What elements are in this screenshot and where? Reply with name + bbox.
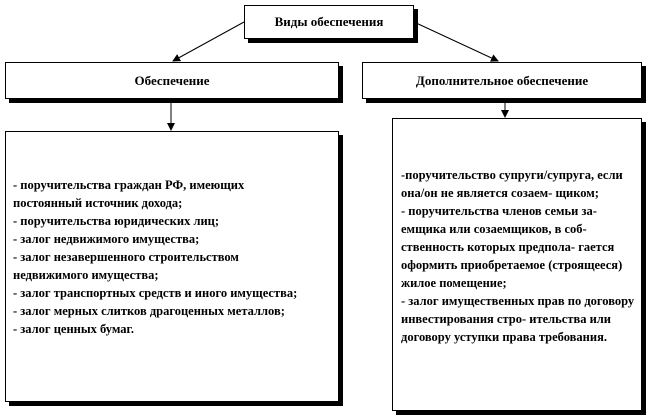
list-item: -поручительство супруги/супруга, если она/он не является созаем- щиком; (401, 168, 623, 200)
list-item: - залог незавершенного строительством недвижимого имущества; (13, 250, 239, 282)
list-item: - залог недвижимого имущества; (13, 232, 200, 246)
list-item: - поручительства членов семьи за- емщика или созаемщиков, в соб- ственность которых предпола- гается оформить приобретаемое (строящееся) жилое помещение; (401, 204, 623, 290)
additional-security-list-box (392, 118, 642, 411)
additional-security-list (401, 166, 639, 346)
additional-security-header: Дополнительное обеспечение (415, 72, 589, 88)
list-item: - поручительства граждан РФ, имеющих постоянный источник дохода; (13, 178, 245, 210)
list-item: - залог мерных слитков драгоценных металлов; (13, 304, 285, 318)
diagram-title: Виды обеспечения (274, 14, 384, 29)
list-item: - залог имущественных прав по договору инвестирования стро- ительства или договору уступки права требования. (401, 294, 635, 344)
security-header: Обеспечение (134, 72, 210, 88)
list-item: - залог транспортных средств и иного имущества; (13, 286, 298, 300)
arrow-title-to-left (173, 22, 244, 61)
list-item: - залог ценных бумаг. (13, 322, 134, 336)
additional-security-header-box (362, 62, 642, 99)
list-item: - поручительства юридических лиц; (13, 214, 220, 228)
title-box (244, 5, 414, 39)
security-header-box (5, 62, 339, 99)
security-list-box (5, 131, 339, 402)
arrow-title-to-right (414, 22, 498, 61)
security-list (13, 176, 308, 338)
